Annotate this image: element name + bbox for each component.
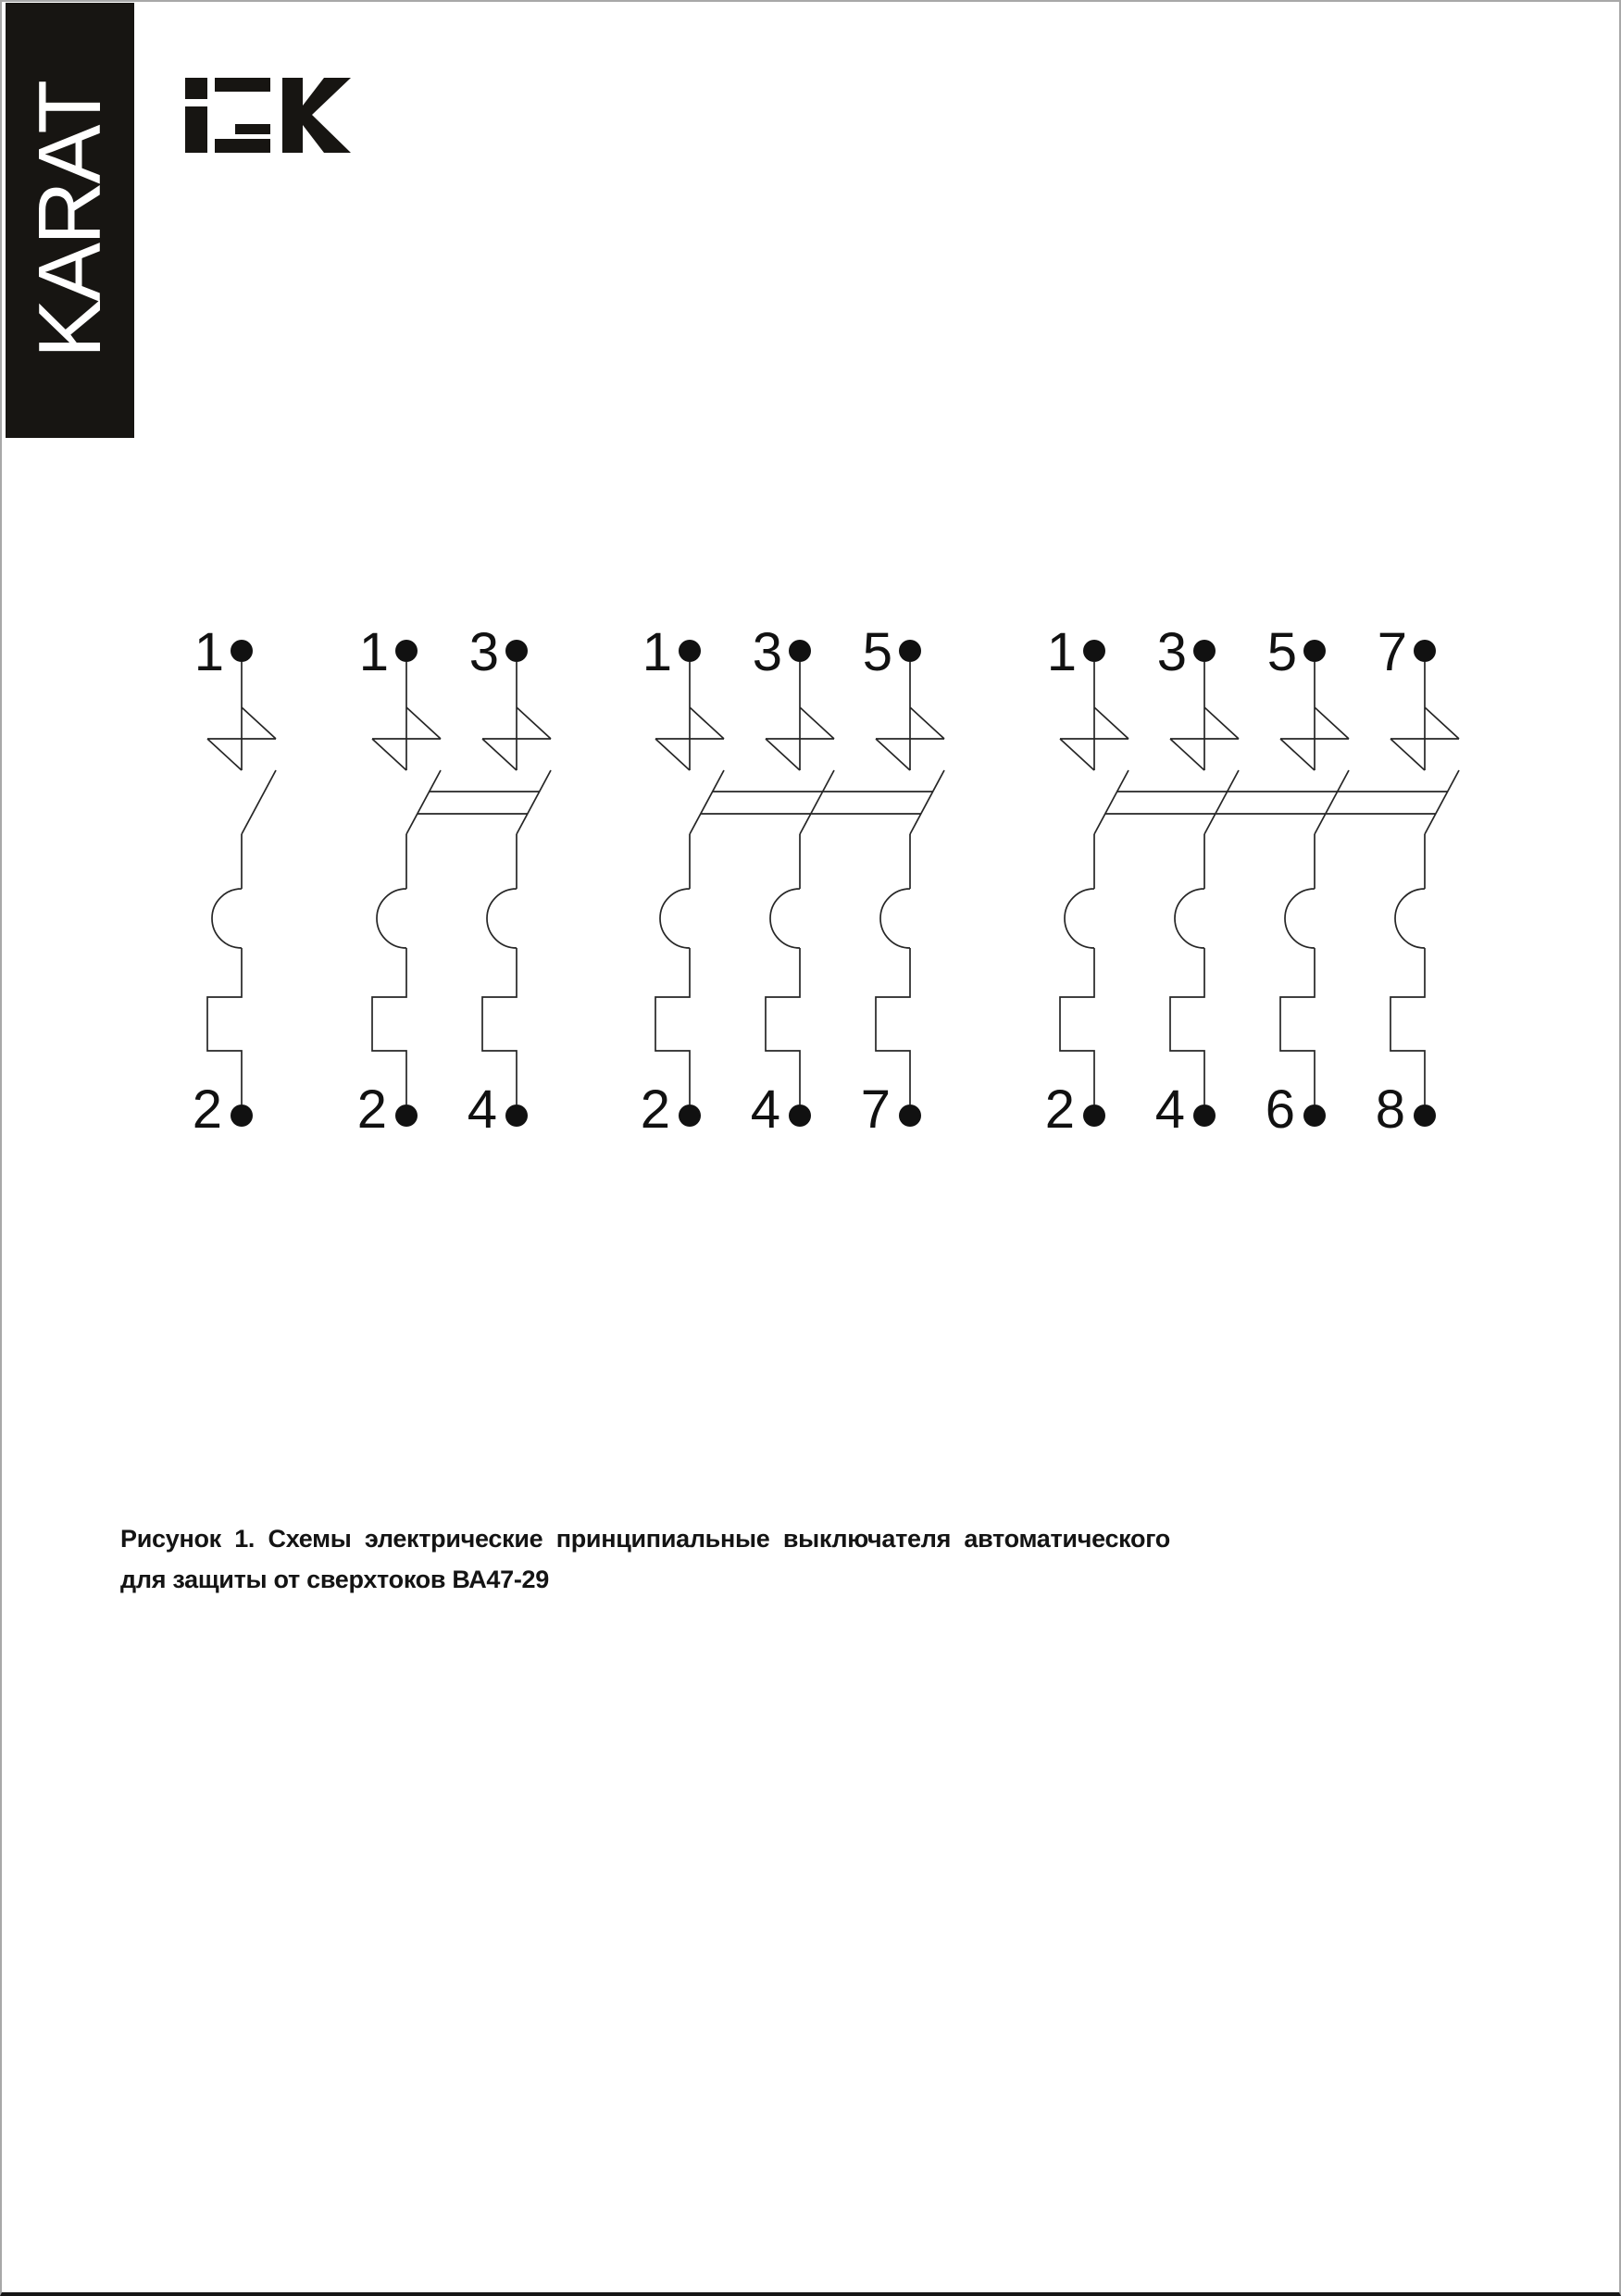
terminal-label: 2	[1044, 1079, 1075, 1140]
terminal-label: 2	[192, 1079, 222, 1140]
terminal-label: 1	[193, 622, 224, 682]
terminal-label: 3	[752, 622, 782, 682]
terminal-label: 7	[860, 1079, 891, 1140]
figure-caption-line2: для защиты от сверхтоков ВА47-29	[120, 1566, 549, 1593]
terminal-label: 4	[750, 1079, 780, 1140]
breaker-pole	[372, 640, 441, 1127]
diagram-3-pole	[641, 622, 944, 1140]
breaker-pole	[482, 640, 551, 1127]
karat-brand-text: KARAT	[19, 82, 119, 358]
terminal-label: 5	[862, 622, 892, 682]
breaker-pole	[655, 640, 724, 1127]
terminal-label: 2	[640, 1079, 670, 1140]
diagram-2-pole	[357, 622, 551, 1140]
terminal-label: 3	[468, 622, 499, 682]
circuit-diagrams	[2, 2, 1621, 2296]
terminal-label: 6	[1265, 1079, 1295, 1140]
terminal-label: 1	[642, 622, 672, 682]
linkage-bars	[418, 792, 540, 814]
figure-caption	[120, 1518, 1170, 1600]
linkage-bars	[1105, 792, 1448, 814]
breaker-pole	[207, 640, 276, 1127]
terminal-label: 7	[1377, 622, 1407, 682]
terminal-label: 3	[1156, 622, 1187, 682]
breaker-pole	[876, 640, 944, 1127]
breaker-pole	[766, 640, 834, 1127]
diagram-4-pole	[1045, 622, 1459, 1140]
breaker-pole	[1060, 640, 1128, 1127]
breaker-pole	[1280, 640, 1349, 1127]
figure-caption-line1: Рисунок 1. Схемы электрические принципиальные выключателя автоматического	[120, 1525, 1170, 1553]
terminal-label: 5	[1266, 622, 1297, 682]
terminal-label: 8	[1375, 1079, 1405, 1140]
terminal-label: 4	[467, 1079, 497, 1140]
breaker-pole	[1170, 640, 1239, 1127]
terminal-label: 1	[1046, 622, 1077, 682]
terminal-label: 4	[1154, 1079, 1185, 1140]
diagram-1-pole	[193, 622, 276, 1140]
breaker-pole	[1390, 640, 1459, 1127]
terminal-label: 2	[356, 1079, 387, 1140]
terminal-label: 1	[358, 622, 389, 682]
